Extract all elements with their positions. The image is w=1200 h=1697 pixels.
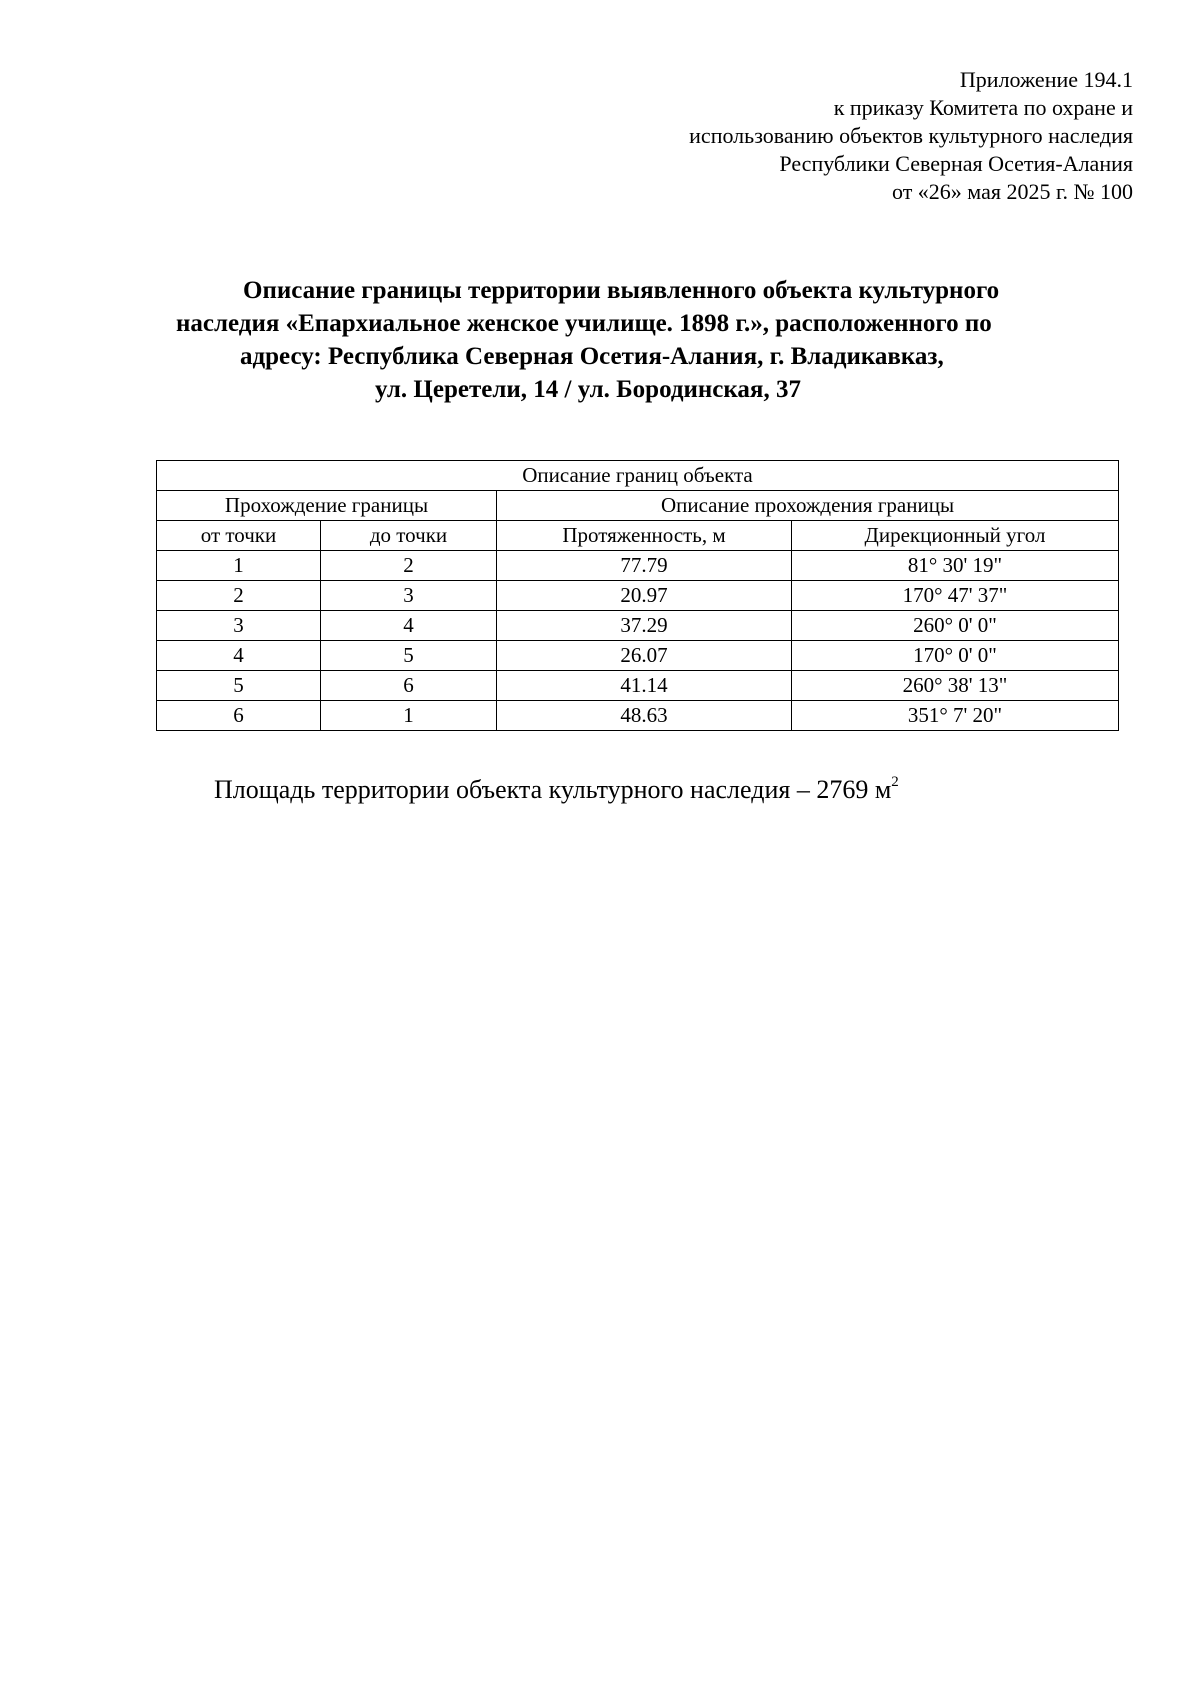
header-from-point: от точки <box>157 521 321 551</box>
cell-from: 2 <box>157 581 321 611</box>
document-title <box>158 274 1118 406</box>
table-row <box>157 671 1119 701</box>
appendix-block <box>433 66 1133 206</box>
cell-angle: 170° 47' 37" <box>792 581 1119 611</box>
area-statement <box>214 774 899 805</box>
header-group-passage: Прохождение границы <box>157 491 497 521</box>
title-line: наследия «Епархиальное женское училище. 1898 г.», расположенного по <box>176 310 992 337</box>
cell-from: 5 <box>157 671 321 701</box>
cell-from: 1 <box>157 551 321 581</box>
cell-length: 26.07 <box>497 641 792 671</box>
cell-to: 4 <box>321 611 497 641</box>
title-line: ул. Церетели, 14 / ул. Бородинская, 37 <box>375 376 801 403</box>
cell-to: 3 <box>321 581 497 611</box>
boundary-table <box>156 460 1119 731</box>
cell-angle: 351° 7' 20" <box>792 701 1119 731</box>
table-row <box>157 581 1119 611</box>
cell-from: 6 <box>157 701 321 731</box>
table-row <box>157 641 1119 671</box>
cell-from: 4 <box>157 641 321 671</box>
cell-length: 37.29 <box>497 611 792 641</box>
table-caption: Описание границ объекта <box>157 461 1119 491</box>
table-row <box>157 611 1119 641</box>
area-unit-power: 2 <box>891 774 899 790</box>
header-group-description: Описание прохождения границы <box>497 491 1119 521</box>
header-length: Протяженность, м <box>497 521 792 551</box>
cell-angle: 260° 0' 0" <box>792 611 1119 641</box>
appendix-line: использованию объектов культурного наследия <box>689 123 1133 148</box>
appendix-line: от «26» мая 2025 г. № 100 <box>891 179 1133 204</box>
header-direction-angle: Дирекционный угол <box>792 521 1119 551</box>
cell-to: 6 <box>321 671 497 701</box>
header-to-point: до точки <box>321 521 497 551</box>
cell-angle: 81° 30' 19" <box>792 551 1119 581</box>
table-row <box>157 551 1119 581</box>
cell-to: 5 <box>321 641 497 671</box>
title-line: Описание границы территории выявленного объекта культурного <box>243 277 1000 304</box>
title-line: адресу: Республика Северная Осетия-Алания, г. Владикавказ, <box>240 343 944 370</box>
cell-length: 48.63 <box>497 701 792 731</box>
cell-to: 2 <box>321 551 497 581</box>
appendix-line: Республики Северная Осетия-Алания <box>779 151 1133 176</box>
cell-length: 77.79 <box>497 551 792 581</box>
area-text: Площадь территории объекта культурного наследия – 2769 м <box>214 775 892 804</box>
cell-angle: 260° 38' 13" <box>792 671 1119 701</box>
appendix-line: к приказу Комитета по охране и <box>833 95 1133 120</box>
cell-from: 3 <box>157 611 321 641</box>
table-row <box>157 701 1119 731</box>
cell-to: 1 <box>321 701 497 731</box>
appendix-line: Приложение 194.1 <box>959 67 1133 92</box>
cell-length: 20.97 <box>497 581 792 611</box>
cell-length: 41.14 <box>497 671 792 701</box>
cell-angle: 170° 0' 0" <box>792 641 1119 671</box>
